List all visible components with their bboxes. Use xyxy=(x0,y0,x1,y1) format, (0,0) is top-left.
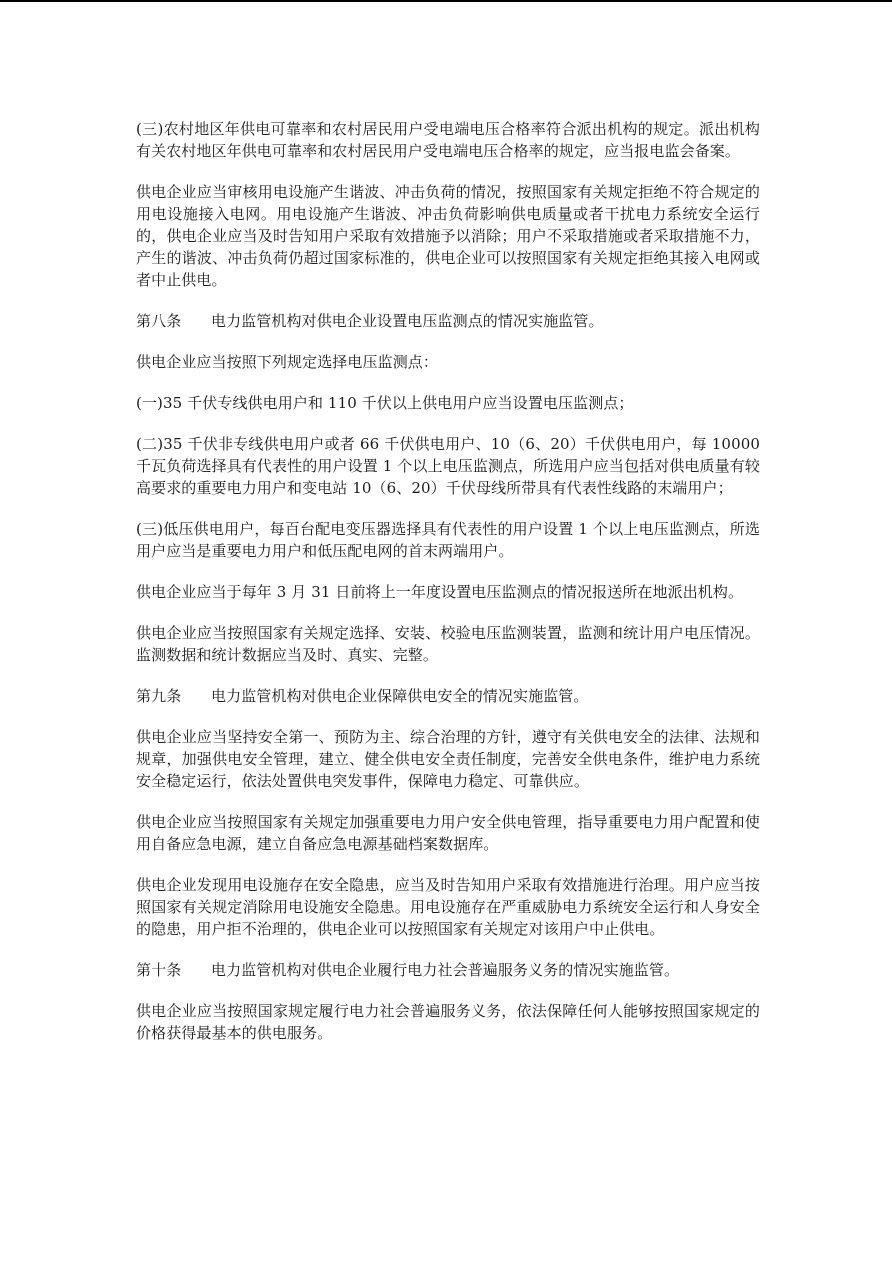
article-10-number: 第十条 xyxy=(136,961,182,979)
document-page xyxy=(136,118,760,1063)
paragraph-item-1: (一)35 千伏专线供电用户和 110 千伏以上供电用户应当设置电压监测点； xyxy=(136,394,634,412)
article-9-heading xyxy=(136,685,760,707)
paragraph-monitoring-intro: 供电企业应当按照下列规定选择电压监测点： xyxy=(136,353,439,371)
article-8-text: 电力监管机构对供电企业设置电压监测点的情况实施监管。 xyxy=(211,312,604,330)
paragraph-important-users: 供电企业应当按照国家有关规定加强重要电力用户安全供电管理，指导重要电力用户配置和使用自备应急电源，建立自备应急电源基础档案数据库。 xyxy=(136,813,760,853)
page-top-border xyxy=(0,0,892,2)
paragraph-item-2: (二)35 千伏非专线供电用户或者 66 千伏供电用户、10（6、20）千伏供电用户，每 10000 千瓦负荷选择具有代表性的用户设置 1 个以上电压监测点，所选用户应当包括对供电质量有较高要求的重要电力用户和变电站 10（6、20）千伏母线所带具有代表性线路的末端用户； xyxy=(136,435,760,497)
paragraph-hazards: 供电企业发现用电设施存在安全隐患，应当及时告知用户采取有效措施进行治理。用户应当按照国家有关规定消除用电设施安全隐患。用电设施存在严重威胁电力系统安全运行和人身安全的隐患，用户拒不治理的，供电企业可以按照国家有关规定对该用户中止供电。 xyxy=(136,876,760,938)
article-8-number: 第八条 xyxy=(136,312,182,330)
paragraph-item-3-lowvoltage: (三)低压供电用户，每百台配电变压器选择具有代表性的用户设置 1 个以上电压监测点，所选用户应当是重要电力用户和低压配电网的首末两端用户。 xyxy=(136,520,760,560)
article-9-text: 电力监管机构对供电企业保障供电安全的情况实施监管。 xyxy=(211,687,589,705)
paragraph-item-3-rural: (三)农村地区年供电可靠率和农村居民用户受电端电压合格率符合派出机构的规定。派出机构有关农村地区年供电可靠率和农村居民用户受电端电压合格率的规定，应当报电监会备案。 xyxy=(136,120,760,160)
article-10-text: 电力监管机构对供电企业履行电力社会普遍服务义务的情况实施监管。 xyxy=(211,961,680,979)
article-9-number: 第九条 xyxy=(136,687,182,705)
article-10-heading xyxy=(136,959,760,981)
article-8-heading xyxy=(136,310,760,332)
paragraph-safety-policy: 供电企业应当坚持安全第一、预防为主、综合治理的方针，遵守有关供电安全的法律、法规和规章，加强供电安全管理，建立、健全供电安全责任制度，完善安全供电条件，维护电力系统安全稳定运行，依法处置供电突发事件，保障电力稳定、可靠供应。 xyxy=(136,728,760,790)
paragraph-report-deadline: 供电企业应当于每年 3 月 31 日前将上一年度设置电压监测点的情况报送所在地派出机构。 xyxy=(136,583,744,601)
paragraph-harmonics: 供电企业应当审核用电设施产生谐波、冲击负荷的情况，按照国家有关规定拒绝不符合规定的用电设施接入电网。用电设施产生谐波、冲击负荷影响供电质量或者干扰电力系统安全运行的，供电企业应当及时告知用户采取有效措施予以消除；用户不采取措施或者采取措施不力，产生的谐波、冲击负荷仍超过国家标准的，供电企业可以按照国家有关规定拒绝其接入电网或者中止供电。 xyxy=(136,183,760,289)
paragraph-monitoring-devices: 供电企业应当按照国家有关规定选择、安装、校验电压监测装置，监测和统计用户电压情况。监测数据和统计数据应当及时、真实、完整。 xyxy=(136,624,760,664)
paragraph-universal-service: 供电企业应当按照国家规定履行电力社会普遍服务义务，依法保障任何人能够按照国家规定的价格获得最基本的供电服务。 xyxy=(136,1002,760,1042)
